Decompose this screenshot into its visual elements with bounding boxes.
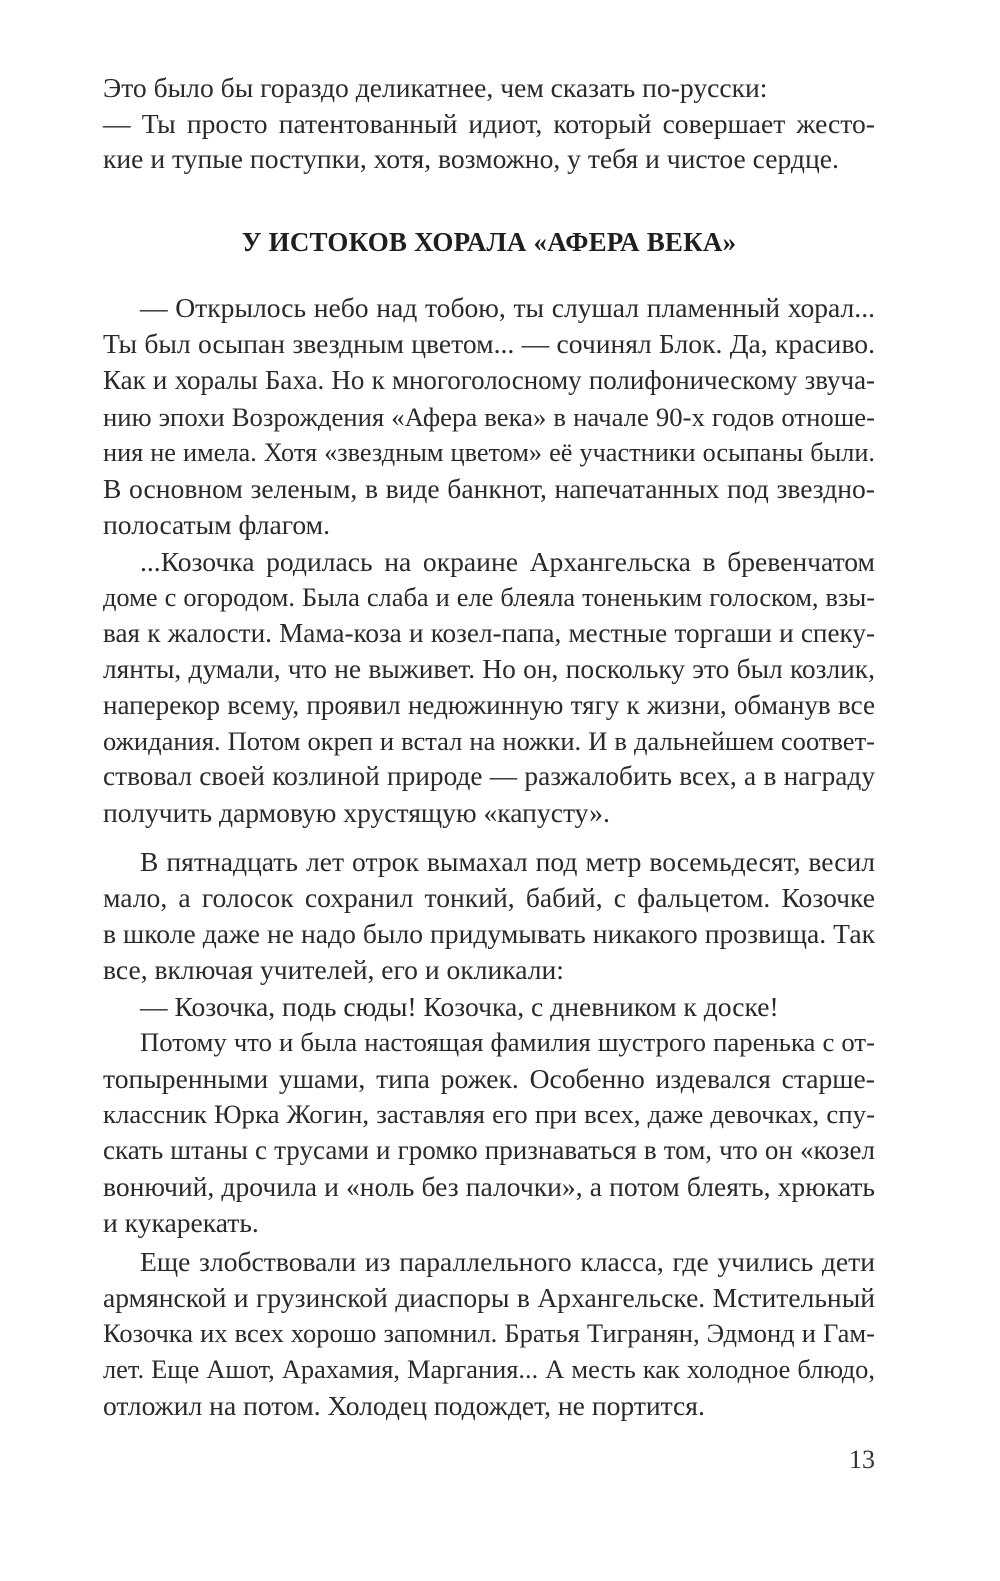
text-line: наперекор всему, проявил недюжинную тягу к жизни, обманув все [103,689,875,720]
text-line: все, включая учителей, его и окликали: [103,953,564,985]
text-line: Козочка их всех хорошо запомнил. Братья Тигранян, Эдмонд и Гам- [103,1317,875,1348]
text-line: В пятнадцать лет отрок вымахал под метр восемьдесят, весил [140,846,875,877]
paragraph-6 [103,1244,875,1424]
text-line: получить дармовую хрустящую «капусту». [103,797,610,829]
text-line: Потому что и была настоящая фамилия шустрого паренька с от- [140,1027,875,1057]
text-line: лянты, думали, что не выживет. Но он, поскольку это был козлик, [103,653,875,684]
text-line: классник Юрка Жогин, заставляя его при всех, даже девочках, спу- [103,1098,875,1129]
text-line: — Козочка, подь сюды! Козочка, с дневником к доске! [140,991,779,1022]
text-line: топыренными ушами, типа рожек. Особенно издевался старше- [103,1062,875,1094]
paragraph-3 [103,844,875,988]
text-line: мало, а голосок сохранил тонкий, бабий, с фальцетом. Козочке [103,881,875,913]
text-line: лет. Еще Ашот, Арахамия, Маргания... А месть как холодное блюдо, [103,1353,875,1384]
text-line: ...Козочка родилась на окраине Архангельска в бревенчатом [140,546,875,577]
text-line: ожидания. Потом окреп и встал на ножки. И в дальнейшем соответ- [103,725,875,756]
text-line: В основном зеленым, в виде банкнот, напечатанных под звездно- [103,473,875,505]
paragraph-2 [103,544,875,831]
text-line: Еще злобствовали из параллельного класса, где учились дети [140,1246,875,1277]
text-line: ния не имела. Хотя «звездным цветом» её участники осыпаны были. [103,437,875,467]
text-line: вонючий, дрочила и «ноль без палочки», а потом блеять, хрюкать [103,1170,875,1202]
text-line: Ты был осыпан звездным цветом... — сочинял Блок. Да, красиво. [103,328,875,360]
text-line: вая к жалости. Мама-коза и козел-папа, местные торгаши и спеку- [103,617,875,648]
text-line: — Открылось небо над тобою, ты слушал пламенный хорал... [140,292,875,323]
intro-paragraph [103,70,875,177]
paragraph-4 [103,989,875,1025]
text-line: армянской и грузинской диаспоры в Архангельске. Мстительный [103,1281,875,1313]
text-line: доме с огородом. Была слаба и еле блеяла тоненьким голоском, взы- [103,581,875,612]
text-line: и кукарекать. [103,1206,259,1238]
text-line: нию эпохи Возрождения «Афера века» в начале 90-х годов отноше- [103,401,875,432]
text-line: Это было бы гораздо деликатнее, чем сказать по-русски: [103,72,768,103]
chapter-heading: У ИСТОКОВ ХОРАЛА «АФЕРА ВЕКА» [241,227,737,257]
text-line: полосатым флагом. [103,509,331,541]
paragraph-5 [103,1025,875,1240]
text-line: в школе даже не надо было придумывать никакого прозвища. Так [103,917,875,949]
text-line: ствовал своей козлиной природе — разжалобить всех, а в награду [103,761,875,792]
text-line: кие и тупые поступки, хотя, возможно, у тебя и чистое сердце. [103,143,839,175]
text-line: скать штаны с трусами и громко признаваться в том, что он «козел [103,1134,875,1165]
text-line: Как и хоралы Баха. Но к многоголосному полифоническому звуча- [103,365,875,396]
paragraph-1 [103,290,875,543]
text-line: отложил на потом. Холодец подождет, не портится. [103,1389,705,1421]
page-number: 13 [849,1445,875,1474]
text-line: — Ты просто патентованный идиот, который совершает жесто- [103,107,875,139]
